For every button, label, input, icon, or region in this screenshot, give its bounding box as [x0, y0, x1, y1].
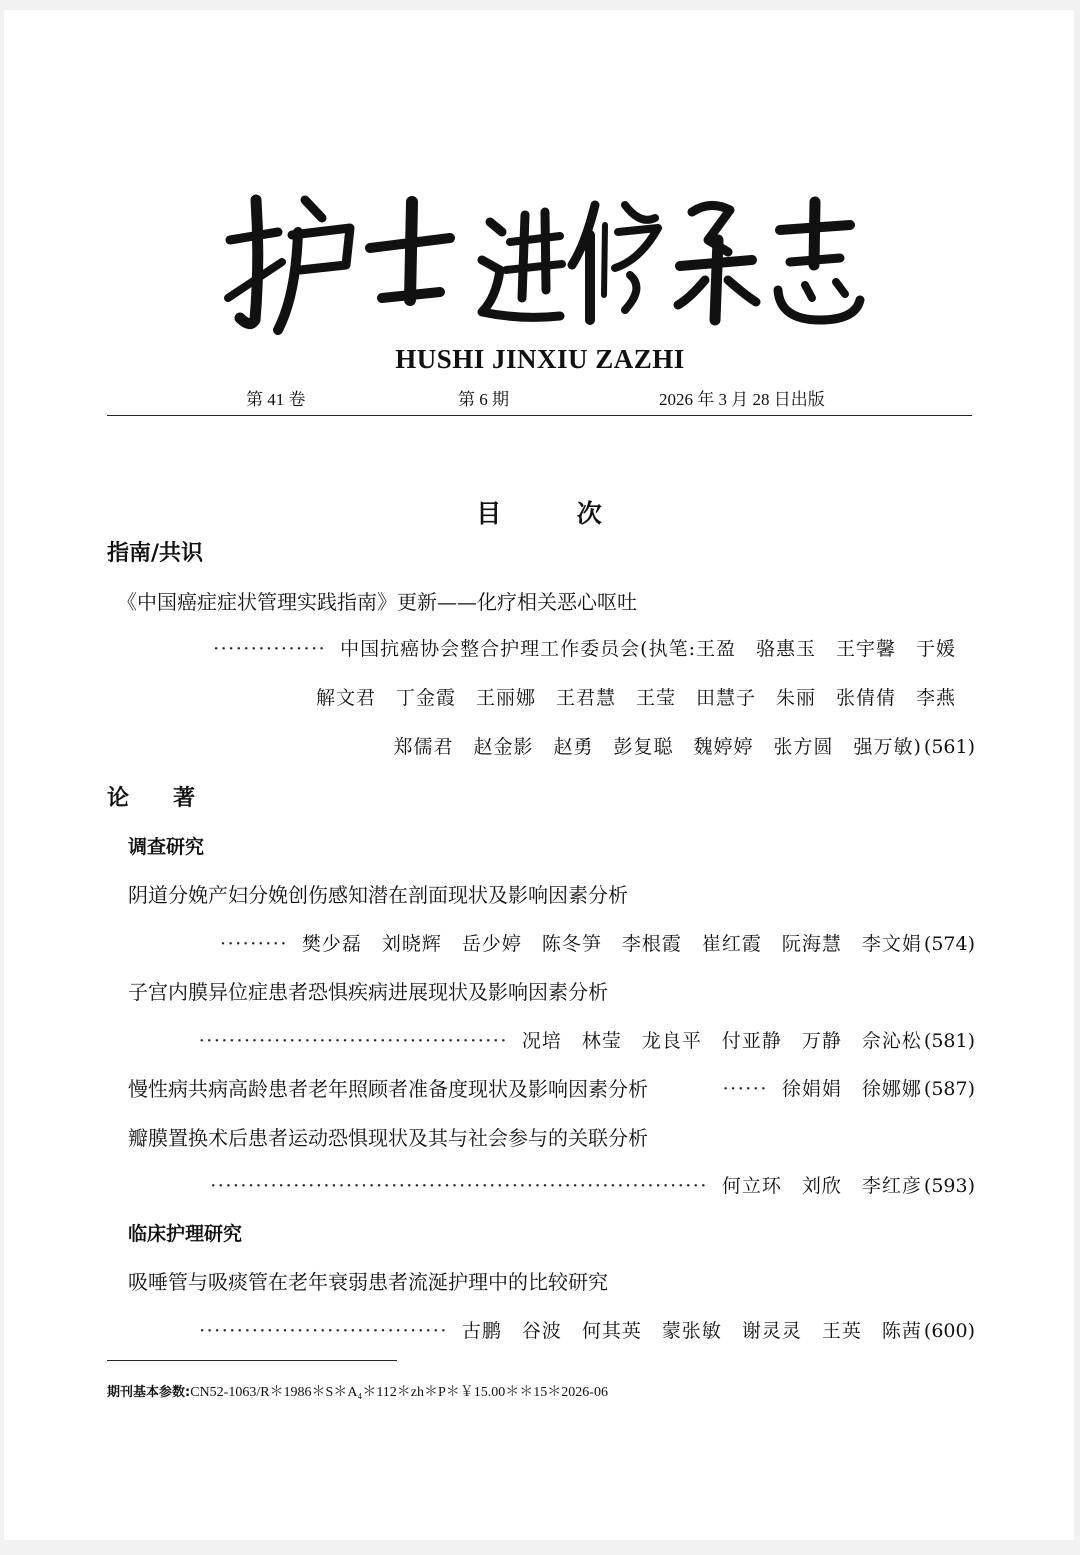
subsection-survey: 调查研究	[128, 836, 205, 858]
section-works: 论 著	[107, 786, 196, 811]
article-authors: 樊少磊 刘晓辉 岳少婷 陈冬笋 李根霞 崔红霞 阮海慧 李文娟	[301, 933, 922, 955]
footnote-divider	[107, 1360, 397, 1361]
toc-title-char-1: 目	[476, 499, 504, 528]
issue-label: 第 6 期	[458, 390, 509, 409]
article-title[interactable]: 慢性病共病高龄患者老年照顾者准备度现状及影响因素分析	[128, 1077, 648, 1101]
journal-pinyin-title: HUSHI JINXIU ZAZHI	[395, 344, 685, 374]
author-row	[199, 1316, 975, 1343]
article-title[interactable]: 阴道分娩产妇分娩创伤感知潜在剖面现状及影响因素分析	[128, 883, 628, 907]
author-row	[723, 1074, 975, 1101]
article-authors: 郑儒君 赵金影 赵勇 彭复聪 魏婷婷 张方圆 强万敏)	[393, 736, 922, 758]
article-authors: 徐娟娟 徐娜娜	[781, 1078, 922, 1100]
page-number: (574)	[923, 933, 975, 955]
leader-dots: ··································································	[210, 1175, 708, 1197]
page-number: (600)	[923, 1320, 975, 1342]
author-row	[199, 1026, 975, 1053]
article-authors: 况培 林莹 龙良平 付亚静 万静 佘沁松	[521, 1030, 922, 1052]
author-row	[220, 929, 975, 956]
page-number: (593)	[923, 1175, 975, 1197]
journal-logo	[200, 170, 880, 350]
article-title[interactable]: 吸唾管与吸痰管在老年衰弱患者流涎护理中的比较研究	[128, 1270, 608, 1294]
subsection-clinical: 临床护理研究	[128, 1223, 243, 1245]
page-number: (561)	[923, 736, 975, 758]
author-row	[210, 1171, 975, 1198]
toc-title-char-2: 次	[576, 499, 604, 528]
leader-dots: ······	[722, 1078, 768, 1100]
volume-label: 第 41 卷	[246, 390, 306, 409]
leader-dots: ·································	[199, 1320, 448, 1342]
author-row	[393, 732, 975, 759]
article-authors: 何立环 刘欣 李红彦	[721, 1175, 922, 1197]
parameters-value: CN52-1063/R＊1986＊S＊A₄＊112＊zh＊P＊￥15.00＊＊15＊2026-06	[190, 1385, 608, 1400]
author-row	[213, 634, 956, 661]
parameters-label: 期刊基本参数:	[107, 1385, 191, 1400]
toc-title	[0, 494, 1080, 530]
page-number: (587)	[923, 1078, 975, 1100]
article-title[interactable]: 《中国癌症症状管理实践指南》更新——化疗相关恶心呕吐	[117, 590, 637, 614]
publication-date: 2026 年 3 月 28 日出版	[659, 390, 825, 409]
journal-parameters	[107, 1381, 608, 1401]
article-authors: 中国抗癌协会整合护理工作委员会(执笔:王盈 骆惠玉 王宇馨 于媛	[340, 638, 956, 660]
page-number: (581)	[923, 1030, 975, 1052]
article-authors: 古鹏 谷波 何其英 蒙张敏 谢灵灵 王英 陈茜	[461, 1320, 922, 1342]
article-title[interactable]: 瓣膜置换术后患者运动恐惧现状及其与社会参与的关联分析	[128, 1126, 648, 1150]
leader-dots: ·········································	[198, 1030, 508, 1052]
article-authors: 解文君 丁金霞 王丽娜 王君慧 王莹 田慧子 朱丽 张倩倩 李燕	[315, 687, 956, 709]
leader-dots: ···············	[213, 638, 327, 660]
section-guideline: 指南/共识	[107, 541, 204, 566]
author-row	[316, 683, 956, 710]
article-title[interactable]: 子宫内膜异位症患者恐惧疾病进展现状及影响因素分析	[128, 980, 608, 1004]
header-divider	[107, 415, 972, 416]
leader-dots: ·········	[220, 933, 288, 955]
